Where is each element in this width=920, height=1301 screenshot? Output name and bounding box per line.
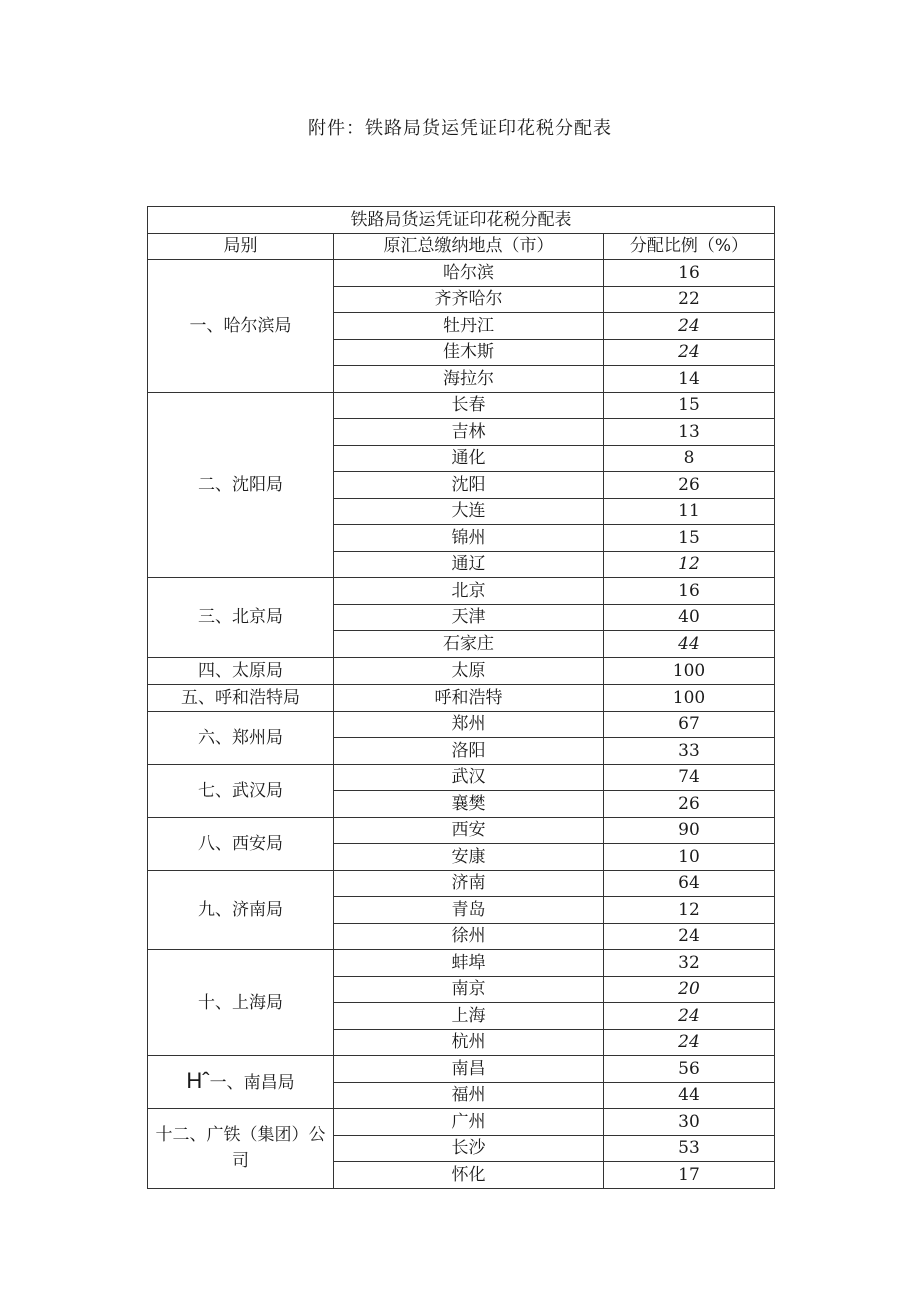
ratio-cell: 44 (604, 631, 775, 658)
ratio-cell: 26 (604, 791, 775, 818)
table-row (148, 392, 775, 419)
ratio-cell: 67 (604, 711, 775, 738)
bureau-label: 三、北京局 (198, 607, 283, 628)
city-cell: 呼和浩特 (334, 684, 604, 711)
table-row (148, 870, 775, 897)
bureau-label: 二、沈阳局 (198, 474, 283, 495)
table-row (148, 817, 775, 844)
ratio-cell: 14 (604, 366, 775, 393)
city-cell: 上海 (334, 1003, 604, 1030)
ratio-cell: 22 (604, 286, 775, 313)
table-row (148, 684, 775, 711)
city-cell: 海拉尔 (334, 366, 604, 393)
ratio-cell: 11 (604, 498, 775, 525)
city-cell: 天津 (334, 604, 604, 631)
ratio-cell: 12 (604, 551, 775, 578)
ratio-cell: 24 (604, 313, 775, 340)
table-row (148, 764, 775, 791)
bureau-cell (148, 657, 334, 684)
ratio-cell: 100 (604, 684, 775, 711)
city-cell: 南昌 (334, 1056, 604, 1083)
bureau-cell (148, 1056, 334, 1109)
ratio-cell: 8 (604, 445, 775, 472)
city-cell: 长沙 (334, 1135, 604, 1162)
ratio-cell: 33 (604, 738, 775, 765)
ratio-cell: 16 (604, 578, 775, 605)
table-body (148, 260, 775, 1189)
table-caption: 铁路局货运凭证印花税分配表 (148, 207, 775, 234)
city-cell: 石家庄 (334, 631, 604, 658)
bureau-label: 一、南昌局 (209, 1073, 295, 1093)
city-cell: 福州 (334, 1082, 604, 1109)
city-cell: 蚌埠 (334, 950, 604, 977)
bureau-label: 九、济南局 (198, 899, 283, 920)
table-row (148, 711, 775, 738)
bureau-prefix: Hˆ (186, 1068, 210, 1093)
ratio-cell: 17 (604, 1162, 775, 1189)
city-cell: 吉林 (334, 419, 604, 446)
ratio-cell: 44 (604, 1082, 775, 1109)
bureau-label: 四、太原局 (198, 660, 283, 681)
bureau-cell (148, 950, 334, 1056)
ratio-cell: 20 (604, 976, 775, 1003)
bureau-cell (148, 1109, 334, 1189)
ratio-cell: 24 (604, 339, 775, 366)
city-cell: 通化 (334, 445, 604, 472)
ratio-cell: 64 (604, 870, 775, 897)
ratio-cell: 13 (604, 419, 775, 446)
city-cell: 南京 (334, 976, 604, 1003)
ratio-cell: 24 (604, 1003, 775, 1030)
ratio-cell: 15 (604, 525, 775, 552)
table-row (148, 260, 775, 287)
ratio-cell: 15 (604, 392, 775, 419)
bureau-cell (148, 684, 334, 711)
table-row (148, 950, 775, 977)
ratio-cell: 24 (604, 1029, 775, 1056)
bureau-cell (148, 260, 334, 393)
city-cell: 牡丹江 (334, 313, 604, 340)
city-cell: 锦州 (334, 525, 604, 552)
city-cell: 济南 (334, 870, 604, 897)
table-row (148, 578, 775, 605)
city-cell: 武汉 (334, 764, 604, 791)
ratio-cell: 12 (604, 897, 775, 924)
city-cell: 齐齐哈尔 (334, 286, 604, 313)
bureau-cell (148, 711, 334, 764)
city-cell: 太原 (334, 657, 604, 684)
city-cell: 杭州 (334, 1029, 604, 1056)
ratio-cell: 56 (604, 1056, 775, 1083)
ratio-cell: 26 (604, 472, 775, 499)
table-row (148, 657, 775, 684)
ratio-cell: 16 (604, 260, 775, 287)
table-header-row (148, 233, 775, 260)
city-cell: 西安 (334, 817, 604, 844)
ratio-cell: 74 (604, 764, 775, 791)
city-cell: 怀化 (334, 1162, 604, 1189)
bureau-label: 十、上海局 (198, 992, 283, 1013)
ratio-cell: 30 (604, 1109, 775, 1136)
header-bureau: 局别 (148, 233, 334, 260)
city-cell: 长春 (334, 392, 604, 419)
bureau-cell (148, 817, 334, 870)
city-cell: 哈尔滨 (334, 260, 604, 287)
document-title: 附件：铁路局货运凭证印花税分配表 (308, 118, 612, 139)
stamp-tax-allocation-table (147, 206, 775, 1189)
bureau-label: 六、郑州局 (198, 727, 283, 748)
bureau-cell (148, 764, 334, 817)
table-row (148, 1056, 775, 1083)
ratio-cell: 24 (604, 923, 775, 950)
ratio-cell: 100 (604, 657, 775, 684)
ratio-cell: 53 (604, 1135, 775, 1162)
bureau-label: 十二、广铁（集团）公司 (155, 1125, 326, 1172)
city-cell: 广州 (334, 1109, 604, 1136)
table-row (148, 1109, 775, 1136)
city-cell: 安康 (334, 844, 604, 871)
ratio-cell: 32 (604, 950, 775, 977)
bureau-cell (148, 578, 334, 658)
header-ratio: 分配比例（%） (604, 233, 775, 260)
city-cell: 徐州 (334, 923, 604, 950)
ratio-cell: 10 (604, 844, 775, 871)
city-cell: 佳木斯 (334, 339, 604, 366)
city-cell: 大连 (334, 498, 604, 525)
bureau-cell (148, 392, 334, 578)
bureau-label: 一、哈尔滨局 (189, 315, 292, 336)
city-cell: 沈阳 (334, 472, 604, 499)
header-city: 原汇总缴纳地点（市） (334, 233, 604, 260)
city-cell: 青岛 (334, 897, 604, 924)
ratio-cell: 40 (604, 604, 775, 631)
city-cell: 通辽 (334, 551, 604, 578)
city-cell: 洛阳 (334, 738, 604, 765)
ratio-cell: 90 (604, 817, 775, 844)
city-cell: 郑州 (334, 711, 604, 738)
bureau-label: 八、西安局 (198, 833, 283, 854)
city-cell: 襄樊 (334, 791, 604, 818)
city-cell: 北京 (334, 578, 604, 605)
bureau-label: 五、呼和浩特局 (181, 687, 300, 708)
table-caption-row (148, 207, 775, 234)
bureau-label: 七、武汉局 (198, 780, 283, 801)
bureau-cell (148, 870, 334, 950)
